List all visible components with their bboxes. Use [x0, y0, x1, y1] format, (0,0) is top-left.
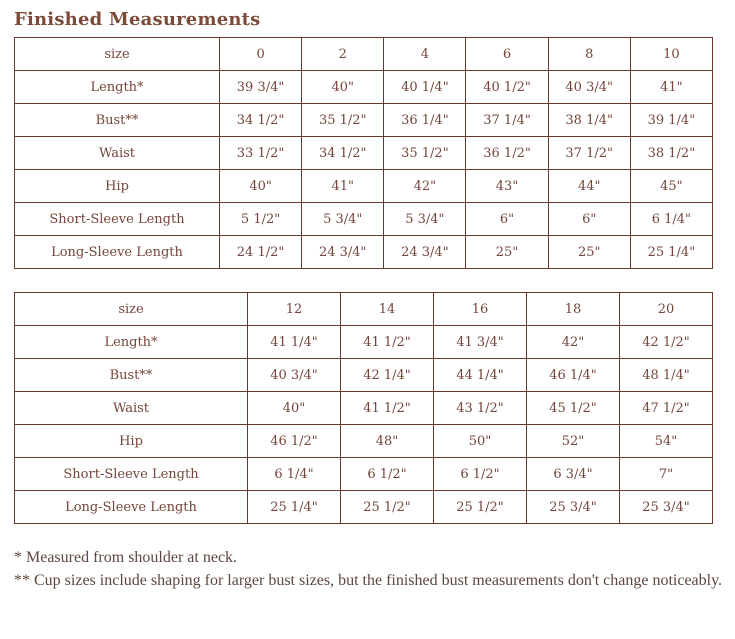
measurement-value-cell: 38 1/4" [548, 104, 630, 137]
measurement-value-cell: 46 1/4" [527, 359, 620, 392]
measurements-table-sizes-0-10 [14, 37, 713, 269]
footnote-length: * Measured from shoulder at neck. [14, 549, 238, 566]
measurement-value-cell: 41 1/2" [341, 326, 434, 359]
size-column-header: 0 [220, 38, 302, 71]
measurement-value-cell: 5 3/4" [302, 203, 384, 236]
measurement-value-cell: 41" [630, 71, 712, 104]
measurement-value-cell: 25" [466, 236, 548, 269]
table-row [15, 491, 713, 524]
measurement-value-cell: 24 3/4" [302, 236, 384, 269]
size-label-header: size [15, 38, 220, 71]
measurement-value-cell: 47 1/2" [620, 392, 713, 425]
measurement-value-cell: 41 3/4" [434, 326, 527, 359]
measurement-value-cell: 45 1/2" [527, 392, 620, 425]
measurement-row-label: Long-Sleeve Length [15, 236, 220, 269]
measurement-value-cell: 6" [466, 203, 548, 236]
footnote-bust: ** Cup sizes include shaping for larger bust sizes, but the finished bust measurements don't change noticeably. [14, 572, 723, 589]
measurement-value-cell: 46 1/2" [248, 425, 341, 458]
measurement-value-cell: 5 3/4" [384, 203, 466, 236]
measurement-value-cell: 37 1/4" [466, 104, 548, 137]
size-column-header: 20 [620, 293, 713, 326]
table-row [15, 326, 713, 359]
measurement-value-cell: 40 1/4" [384, 71, 466, 104]
measurement-row-label: Short-Sleeve Length [15, 203, 220, 236]
table-row [15, 137, 713, 170]
table-row [15, 392, 713, 425]
measurement-value-cell: 48" [341, 425, 434, 458]
size-column-header: 16 [434, 293, 527, 326]
measurements-table-sizes-12-20 [14, 292, 713, 524]
measurement-value-cell: 42" [527, 326, 620, 359]
size-label-header: size [15, 293, 248, 326]
footnotes [14, 546, 724, 592]
measurement-row-label: Bust** [15, 104, 220, 137]
table-row [15, 359, 713, 392]
measurement-value-cell: 6 3/4" [527, 458, 620, 491]
measurement-value-cell: 6" [548, 203, 630, 236]
measurement-row-label: Short-Sleeve Length [15, 458, 248, 491]
measurement-value-cell: 41 1/2" [341, 392, 434, 425]
measurement-value-cell: 40 1/2" [466, 71, 548, 104]
measurement-value-cell: 6 1/4" [630, 203, 712, 236]
measurement-value-cell: 41 1/4" [248, 326, 341, 359]
measurement-value-cell: 24 1/2" [220, 236, 302, 269]
table-row [15, 170, 713, 203]
measurement-value-cell: 38 1/2" [630, 137, 712, 170]
page-title: Finished Measurements [14, 9, 261, 30]
size-column-header: 6 [466, 38, 548, 71]
measurement-value-cell: 6 1/4" [248, 458, 341, 491]
measurement-value-cell: 25 1/2" [341, 491, 434, 524]
size-column-header: 18 [527, 293, 620, 326]
measurement-value-cell: 40" [248, 392, 341, 425]
measurement-row-label: Hip [15, 170, 220, 203]
measurement-value-cell: 40 3/4" [548, 71, 630, 104]
table-row [15, 104, 713, 137]
measurement-value-cell: 42 1/2" [620, 326, 713, 359]
measurement-value-cell: 34 1/2" [302, 137, 384, 170]
header-row [15, 38, 713, 71]
measurement-value-cell: 45" [630, 170, 712, 203]
measurement-value-cell: 6 1/2" [434, 458, 527, 491]
table-row [15, 71, 713, 104]
measurement-value-cell: 7" [620, 458, 713, 491]
measurement-value-cell: 25" [548, 236, 630, 269]
measurement-value-cell: 39 1/4" [630, 104, 712, 137]
measurement-row-label: Length* [15, 71, 220, 104]
measurement-value-cell: 6 1/2" [341, 458, 434, 491]
size-column-header: 14 [341, 293, 434, 326]
measurement-value-cell: 39 3/4" [220, 71, 302, 104]
measurement-row-label: Waist [15, 137, 220, 170]
size-column-header: 2 [302, 38, 384, 71]
measurement-value-cell: 5 1/2" [220, 203, 302, 236]
measurement-value-cell: 24 3/4" [384, 236, 466, 269]
measurement-value-cell: 40" [220, 170, 302, 203]
table-row [15, 425, 713, 458]
measurement-value-cell: 25 1/4" [630, 236, 712, 269]
measurement-value-cell: 40 3/4" [248, 359, 341, 392]
measurement-value-cell: 48 1/4" [620, 359, 713, 392]
measurement-value-cell: 33 1/2" [220, 137, 302, 170]
measurement-value-cell: 50" [434, 425, 527, 458]
size-column-header: 8 [548, 38, 630, 71]
size-column-header: 4 [384, 38, 466, 71]
measurement-value-cell: 42 1/4" [341, 359, 434, 392]
measurement-row-label: Hip [15, 425, 248, 458]
measurement-value-cell: 43" [466, 170, 548, 203]
measurement-value-cell: 36 1/2" [466, 137, 548, 170]
measurement-row-label: Length* [15, 326, 248, 359]
measurement-value-cell: 25 1/2" [434, 491, 527, 524]
measurement-value-cell: 43 1/2" [434, 392, 527, 425]
measurement-value-cell: 40" [302, 71, 384, 104]
header-row [15, 293, 713, 326]
table-row [15, 458, 713, 491]
measurement-value-cell: 42" [384, 170, 466, 203]
measurement-value-cell: 44" [548, 170, 630, 203]
measurement-value-cell: 25 3/4" [527, 491, 620, 524]
measurement-row-label: Long-Sleeve Length [15, 491, 248, 524]
measurement-value-cell: 54" [620, 425, 713, 458]
measurement-value-cell: 41" [302, 170, 384, 203]
measurement-value-cell: 37 1/2" [548, 137, 630, 170]
measurement-value-cell: 35 1/2" [302, 104, 384, 137]
size-column-header: 12 [248, 293, 341, 326]
measurement-row-label: Waist [15, 392, 248, 425]
measurement-value-cell: 25 3/4" [620, 491, 713, 524]
measurement-row-label: Bust** [15, 359, 248, 392]
size-column-header: 10 [630, 38, 712, 71]
measurement-value-cell: 52" [527, 425, 620, 458]
table-row [15, 236, 713, 269]
measurement-value-cell: 34 1/2" [220, 104, 302, 137]
measurement-value-cell: 44 1/4" [434, 359, 527, 392]
measurement-value-cell: 35 1/2" [384, 137, 466, 170]
measurement-value-cell: 25 1/4" [248, 491, 341, 524]
measurement-value-cell: 36 1/4" [384, 104, 466, 137]
table-row [15, 203, 713, 236]
